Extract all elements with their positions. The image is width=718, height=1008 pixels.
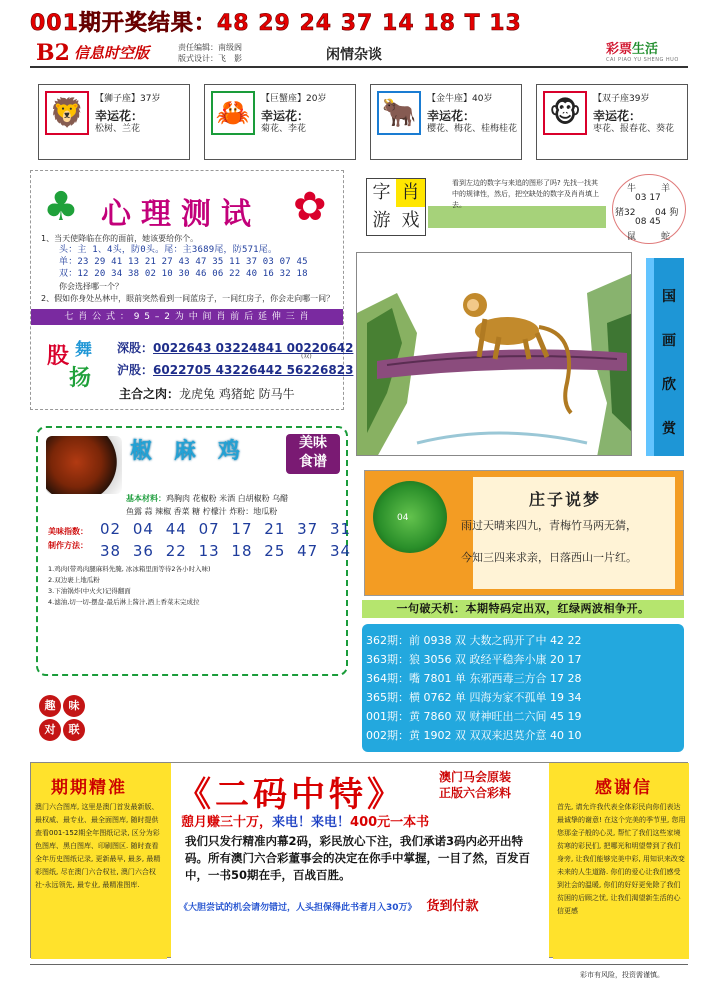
circle-row-2-left: 猪32 <box>615 208 636 218</box>
couplet-char-3: 对 <box>39 719 61 741</box>
art-char-4: 赏 <box>662 421 676 437</box>
history-records <box>362 624 684 752</box>
art-char-1: 国 <box>662 289 676 305</box>
recipe-title: 椒麻鸡 <box>130 439 263 464</box>
circle-bottom-right: 蛇 <box>661 232 671 242</box>
main-combo-value: 龙虎兔 鸡猪蛇 防马牛 <box>179 387 295 401</box>
ingredients-label: 基本材料： <box>126 494 166 503</box>
method-numbers: 38 36 22 13 18 25 47 34 <box>100 542 352 560</box>
brand-pinyin: CAI PIAO YU SHENG HUO <box>606 57 679 63</box>
step-2: 2.双边裹上地瓜粉 <box>48 576 100 584</box>
monkey-painting-art <box>357 253 632 456</box>
head-tail-line: 头：主 1、4头，防0头。尾：主3689尾，防571尾。 <box>59 245 278 255</box>
lucky-flower-value: 菊花、李花 <box>261 124 307 134</box>
one-word-hint: 一句破天机：本期特码定出双，红绿两波相争开。 <box>362 600 684 618</box>
badge-line-2: 食谱 <box>299 454 327 470</box>
question-1: 1、当天使降临在你的面前，她该要给你个。 <box>41 234 199 243</box>
couplet-char-4: 联 <box>63 719 85 741</box>
word-game-grid <box>366 178 426 236</box>
zodiac-card-taurus <box>370 84 522 160</box>
couplet-char-2: 味 <box>63 695 85 717</box>
logo-char-1: 股 <box>47 344 70 369</box>
dish-photo <box>46 436 122 494</box>
history-row: 002期：黄 1902 双 双双来迟莫介意 40 10 <box>366 729 582 742</box>
circle-row-1: 03 17 <box>635 193 661 203</box>
ingredients <box>126 492 344 518</box>
column-title: 闲情杂谈 <box>326 47 382 63</box>
art-char-3: 欣 <box>662 377 676 393</box>
circle-top-right: 羊 <box>661 184 671 194</box>
stock-dance-logo <box>47 339 107 391</box>
shanghai-label: 沪股： <box>117 363 154 377</box>
promo-slogan-b: 来电！来电！ <box>272 815 351 830</box>
two-code-subtitle-2: 正版六合彩料 <box>439 786 512 800</box>
seven-zodiac-formula: 七 肖 公 式 ： 9 5 – 2 为 中 间 肖 前 后 延 伸 三 肖 <box>31 309 343 325</box>
badge-line-1: 美味 <box>299 435 327 451</box>
zodiac-card-leo <box>38 84 190 160</box>
recipe-badge <box>286 434 340 474</box>
even-numbers-line: 双：12 20 34 38 02 10 30 46 06 22 40 16 32 18 <box>59 269 308 279</box>
circle-bottom-left: 鼠 <box>627 232 637 242</box>
ingredients-line-1: 鸡胸肉 花椒粉 米酒 白胡椒粉 乌醋 <box>166 494 289 503</box>
twins-icon: 🐵 <box>543 91 587 135</box>
question-1-choice: 你会选择哪一个？ <box>59 282 123 291</box>
shenzhen-note: (双) <box>301 353 312 360</box>
lucky-flower-label: 幸运花： <box>261 109 310 123</box>
accuracy-panel <box>31 763 167 959</box>
two-code-ad <box>171 763 549 959</box>
thank-you-title: 感谢信 <box>595 778 652 798</box>
fun-couplet-badge <box>38 694 90 740</box>
accuracy-text: 澳门六合图库, 这里是澳门首发最新版、最权威、最专业、最全面图库, 随时提供查看001-152期全年图纸记录, 区分为彩色图库、黑白图库、印刷图区. 随时查看全年历史图纸记录, 更新最早, 最多, 最精彩图纸, 尽在澳门六合权社, 澳门六合权社-永远领先, 最专业, 最精准图库. <box>35 803 161 889</box>
lucky-flower-value: 松树、兰花 <box>95 124 141 134</box>
page-number: B2 <box>36 40 70 66</box>
grid-char-1: 字 <box>372 182 391 203</box>
bottom-ad-section <box>30 762 688 958</box>
history-row: 364期：嘴 7801 单 东邪西毒三方合 17 28 <box>366 672 582 685</box>
zhuangzi-dream-panel <box>364 470 684 596</box>
promo-footer <box>179 895 479 914</box>
lotus-number: 04 <box>397 513 409 523</box>
flower-icon: ✿ <box>293 184 327 230</box>
zodiac-circle-puzzle <box>612 174 686 244</box>
psychology-test-title: 心理测试 <box>101 197 261 232</box>
zodiac-name: 【巨蟹座】20岁 <box>261 94 327 104</box>
two-code-subtitle <box>439 769 511 801</box>
odd-numbers-line: 单：23 29 41 13 21 27 43 47 35 11 37 03 07 45 <box>59 257 308 267</box>
zodiac-name: 【狮子座】37岁 <box>95 94 161 104</box>
lucky-flower-label: 幸运花： <box>95 109 144 123</box>
couplet-char-1: 趣 <box>39 695 61 717</box>
main-combo-label: 主合之肉： <box>119 387 180 401</box>
zhuangzi-text-box <box>473 477 675 589</box>
risk-disclaimer: 彩市有风险，投资需谨慎。 <box>580 971 664 979</box>
editor-name: 责任编辑：南级阁 <box>178 43 242 52</box>
brand-part-a: 彩票 <box>606 42 633 57</box>
psychology-test-panel <box>30 170 354 410</box>
zhuangzi-title: 庄子说梦 <box>529 490 602 509</box>
history-row: 362期：前 0938 双 大数之码开了中 42 22 <box>366 634 582 647</box>
logo-char-2: 舞 <box>75 340 92 360</box>
step-3: 3.下油锅炸(中火火)记得翻面 <box>48 587 131 595</box>
header-divider <box>30 66 688 68</box>
two-code-title: 《二码中特》 <box>177 775 405 815</box>
lotus-leaf-image <box>373 481 447 553</box>
promo-slogan-c: 400元一本书 <box>350 815 430 830</box>
lucky-flower-value: 枣花、报春花、葵花 <box>593 124 675 134</box>
grid-char-3: 游 <box>372 210 391 231</box>
zodiac-name: 【金牛座】40岁 <box>427 94 493 104</box>
two-code-subtitle-1: 澳门马会原装 <box>439 770 512 784</box>
zodiac-name: 【双子座39岁 <box>593 94 650 104</box>
clover-icon: ♣ <box>43 184 79 230</box>
question-2: 2、假如你身处丛林中，眼前突然看到一间蓝房子，一间红房子，你会走向哪一间？ <box>41 294 335 303</box>
section-name: 信息时空版 <box>74 44 150 62</box>
word-game <box>366 172 606 242</box>
art-char-2: 画 <box>662 333 676 349</box>
brand-part-b: 生活 <box>632 42 659 57</box>
thank-you-letter-panel <box>553 763 689 959</box>
lucky-flower-value: 樱花、梅花、桂梅桂花 <box>427 124 518 134</box>
ingredients-line-2: 鱼露 蒜 辣椒 香菜 糖 柠檬汁 炸粉：地瓜粉 <box>126 507 278 516</box>
history-row: 365期：横 0762 单 四海为家不孤单 19 34 <box>366 691 582 704</box>
brand-logo <box>606 38 679 63</box>
shenzhen-codes: 0022643 03224841 00220642 <box>153 341 354 355</box>
history-row: 001期：黄 7860 双 财神旺出二六间 45 19 <box>366 710 582 723</box>
circle-row-2-right: 04 狗 <box>655 208 679 218</box>
shanghai-codes: 6022705 43226442 56226823 <box>153 363 354 377</box>
promo-body: 我们只发行精准内幕2码，彩民放心下注，我们承诺3码内必开出特码。所有澳门六合彩董事会的决定在你手中掌握，一目了然，百发百中，一书50期在手，百战百胜。 <box>185 834 530 882</box>
zodiac-card-cancer <box>204 84 356 160</box>
lion-icon: 🦁 <box>45 91 89 135</box>
bull-icon: 🐂 <box>377 91 421 135</box>
promo-footer-text: 《大胆尝试的机会请勿错过，人头担保得此书者月入30万》 <box>179 903 417 913</box>
shenzhen-stock-codes <box>117 339 353 356</box>
recipe-panel <box>36 426 352 676</box>
circle-row-3: 08 45 <box>635 217 661 227</box>
crab-icon: 🦀 <box>211 91 255 135</box>
editor-credits <box>178 42 242 64</box>
logo-char-3: 扬 <box>69 366 92 391</box>
main-combo <box>119 385 295 402</box>
index-label: 美味指数： <box>48 527 88 536</box>
history-row: 363期：狼 3056 双 政经平稳奔小康 20 17 <box>366 653 582 666</box>
poem-line-2: 今知三四来求亲，日落西山一片红。 <box>461 551 637 564</box>
recipe-steps <box>48 564 211 608</box>
word-game-question: 看到左边的数字与来追的图形了吗? 先找一找其中的规律性，然后，把空缺处的数字及肖肖填上去。 <box>452 179 599 209</box>
zodiac-card-gemini <box>536 84 688 160</box>
method-label: 制作方法： <box>48 541 88 550</box>
monkey-painting <box>356 252 632 456</box>
circle-top-left: 牛 <box>627 184 637 194</box>
shanghai-stock-codes <box>117 361 353 378</box>
designer-name: 版式设计：飞 影 <box>178 54 242 63</box>
grid-char-4: 戏 <box>401 210 420 231</box>
thank-you-text: 首先, 请允许我代表全体彩民向你们表达最诚挚的谢意! 在这个完美的季节里, 您用您那金子般的心灵, 帮忙了我们这些家境贫寒的彩民们, 把哪光和明望带到了我们身旁, 让我们能够完美中彩, 用知识来改变未来的人生道路. 你们的爱心让我们感受到社会的温暖, 你们的好好更免除了我们贫困的后顾之忧, 让我们渴望新生活的心信更感 <box>557 803 686 915</box>
lucky-flower-label: 幸运花： <box>427 109 476 123</box>
step-1: 1.鸡肉(带鸡肉腿麻料先腌, 冰冰箱里面等待2各小时入味) <box>48 565 211 573</box>
step-4: 4.滤油,切一切-摆盘-最后淋上酱汁,洒上香菜末完成拉 <box>48 598 200 606</box>
shenzhen-label: 深股： <box>117 341 154 355</box>
footer-divider <box>30 964 688 965</box>
draw-result-headline: 001期开奖结果：48 29 24 37 14 18 T 13 <box>30 11 522 36</box>
poem-line-1: 雨过天晴来四九，青梅竹马两无猜， <box>461 519 637 532</box>
promo-slogan-a: 憩月赚三十万， <box>181 815 273 830</box>
promo-slogan <box>181 811 429 830</box>
index-numbers: 02 04 44 07 17 21 37 31 <box>100 520 352 538</box>
accuracy-title: 期期精准 <box>51 778 127 798</box>
cash-on-delivery: 货到付款 <box>426 899 479 914</box>
grid-char-2: 肖 <box>396 179 425 207</box>
art-appreciation-label <box>646 258 684 456</box>
lucky-flower-label: 幸运花： <box>593 109 642 123</box>
